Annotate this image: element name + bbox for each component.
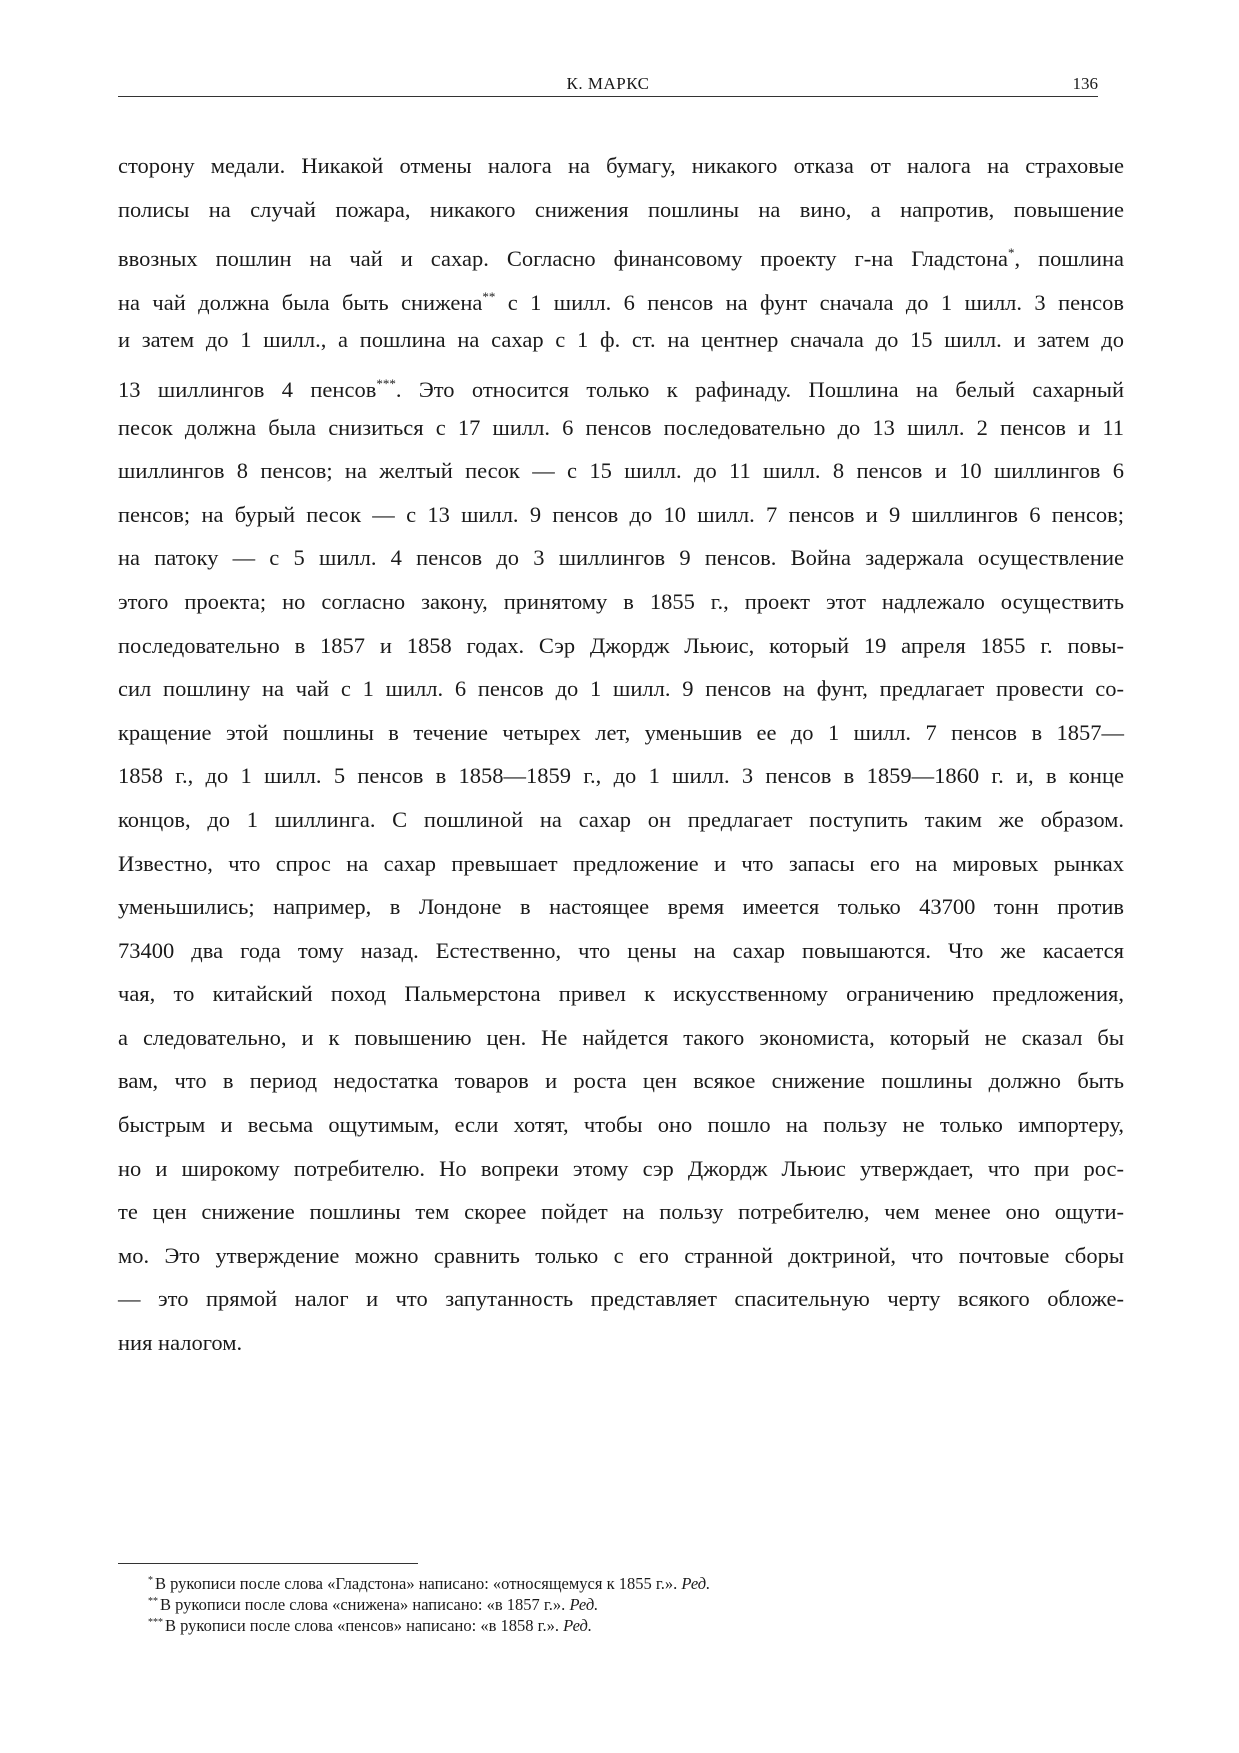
- running-title: К. МАРКС: [566, 74, 650, 93]
- text-line: и затем до 1 шилл., а пошлина на сахар с 1 ф. ст. на центнер сначала до 15 шилл. и затем до: [118, 327, 1124, 353]
- text-line: — это прямой налог и что запутанность представляет спасительную черту всякого обложе-: [118, 1286, 1124, 1312]
- footnote-mark: **: [148, 1596, 158, 1607]
- text-line: 1858 г., до 1 шилл. 5 пенсов в 1858—1859 г., до 1 шилл. 3 пенсов в 1859—1860 г. и, в конце: [118, 763, 1124, 789]
- body-text: [118, 144, 1124, 1365]
- footnote-ref[interactable]: **: [482, 288, 496, 304]
- editor-note: Ред.: [563, 1616, 593, 1635]
- text-line: чая, то китайский поход Пальмерстона привел к искусственному ограничению предложения,: [118, 981, 1124, 1007]
- footnote-text: В рукописи после слова «Гладстона» написано: «относящемуся к 1855 г.».: [155, 1574, 678, 1593]
- text-line: последовательно в 1857 и 1858 годах. Сэр Джордж Льюис, который 19 апреля 1855 г. повы-: [118, 632, 1124, 658]
- text-line: но и широкому потребителю. Но вопреки этому сэр Джордж Льюис утверждает, что при рос-: [118, 1155, 1124, 1181]
- footnote-text: В рукописи после слова «пенсов» написано: «в 1858 г.».: [165, 1616, 560, 1635]
- footnote-ref[interactable]: ***: [376, 375, 396, 391]
- text-line: песок должна была снизиться с 17 шилл. 6 пенсов последовательно до 13 шилл. 2 пенсов и 11: [118, 414, 1124, 440]
- text-line: на патоку — с 5 шилл. 4 пенсов до 3 шиллингов 9 пенсов. Война задержала осуществление: [118, 545, 1124, 571]
- page-number: 136: [1072, 74, 1098, 93]
- footnotes: [118, 1570, 1118, 1633]
- footnote-mark: ***: [148, 1617, 163, 1628]
- footnote-ref[interactable]: *: [1007, 245, 1015, 261]
- text-line: Известно, что спрос на сахар превышает предложение и что запасы его на мировых рынках: [118, 850, 1124, 876]
- running-header: [118, 72, 1098, 97]
- text-line: ния налогом.: [118, 1330, 243, 1356]
- text-line: ввозных пошлин на чай и сахар. Согласно финансовому проекту г-на Гладстона*, пошлина: [118, 245, 1124, 272]
- editor-note: Ред.: [681, 1574, 711, 1593]
- footnote: [118, 1612, 1118, 1633]
- editor-note: Ред.: [569, 1595, 599, 1614]
- text-line: этого проекта; но согласно закону, принятому в 1855 г., проект этот надлежало осуществить: [118, 588, 1124, 614]
- text-line: сторону медали. Никакой отмены налога на бумагу, никакого отказа от налога на страховые: [118, 153, 1124, 178]
- footnote-mark: *: [148, 1575, 153, 1586]
- text-line: пенсов; на бурый песок — с 13 шилл. 9 пенсов до 10 шилл. 7 пенсов и 9 шиллингов 6 пенсов;: [118, 501, 1124, 527]
- text-line: кращение этой пошлины в течение четырех лет, уменьшив ее до 1 шилл. 7 пенсов в 1857—: [118, 719, 1124, 745]
- text-line: а следовательно, и к повышению цен. Не найдется такого экономиста, который не сказал бы: [118, 1024, 1124, 1050]
- text-line: на чай должна была быть снижена** с 1 шилл. 6 пенсов на фунт сначала до 1 шилл. 3 пенсов: [118, 288, 1125, 315]
- text-line: вам, что в период недостатка товаров и роста цен всякое снижение пошлины должно быть: [118, 1068, 1124, 1094]
- footnote-separator: [118, 1563, 418, 1564]
- text-line: 13 шиллингов 4 пенсов***. Это относится только к рафинаду. Пошлина на белый сахарный: [118, 375, 1124, 402]
- footnote-text: В рукописи после слова «снижена» написано: «в 1857 г.».: [160, 1595, 566, 1614]
- footnote: [118, 1570, 1118, 1591]
- text-line: шиллингов 8 пенсов; на желтый песок — с 15 шилл. до 11 шилл. 8 пенсов и 10 шиллингов 6: [118, 458, 1124, 484]
- text-line: мо. Это утверждение можно сравнить только с его странной доктриной, что почтовые сборы: [118, 1242, 1124, 1268]
- text-line: сил пошлину на чай с 1 шилл. 6 пенсов до 1 шилл. 9 пенсов на фунт, предлагает провести со-: [118, 676, 1124, 702]
- text-line: те цен снижение пошлины тем скорее пойдет на пользу потребителю, чем менее оно ощути-: [118, 1199, 1124, 1225]
- footnote: [118, 1591, 1118, 1612]
- text-line: уменьшились; например, в Лондоне в настоящее время имеется только 43700 тонн против: [118, 894, 1124, 920]
- text-line: 73400 два года тому назад. Естественно, что цены на сахар повышаются. Что же касается: [118, 937, 1124, 963]
- text-line: полисы на случай пожара, никакого снижения пошлины на вино, а напротив, повышение: [118, 196, 1124, 222]
- text-line: концов, до 1 шиллинга. С пошлиной на сахар он предлагает поступить таким же образом.: [118, 806, 1124, 832]
- text-line: быстрым и весьма ощутимым, если хотят, чтобы оно пошло на пользу не только импортеру,: [118, 1112, 1124, 1138]
